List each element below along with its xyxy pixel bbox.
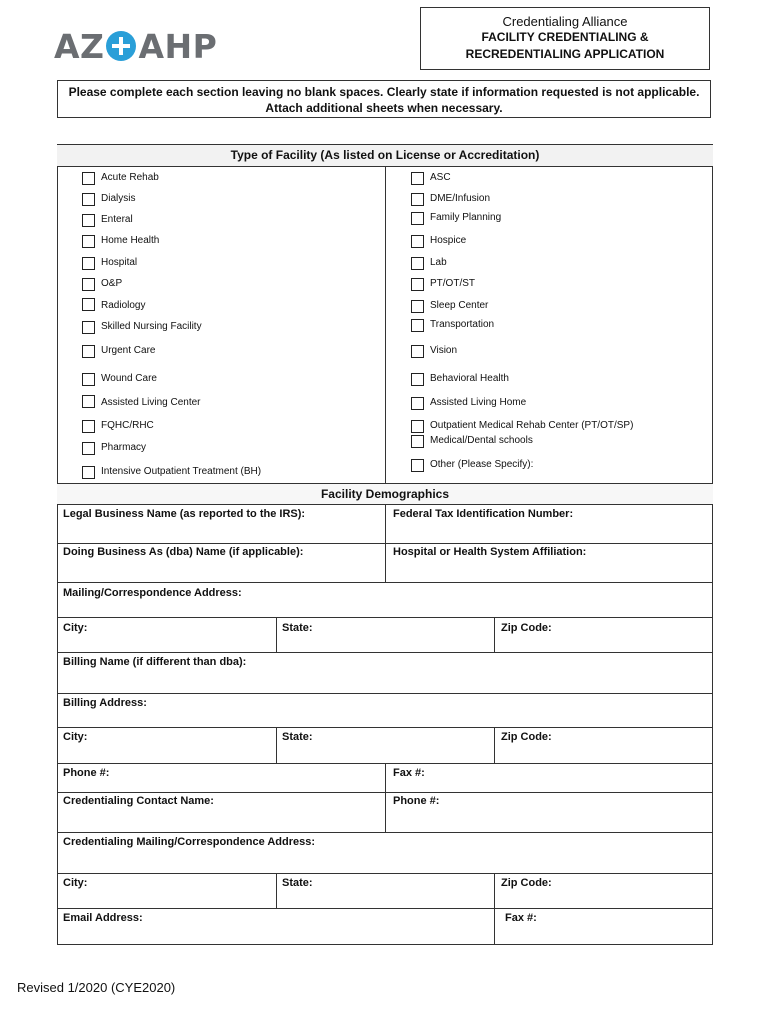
facility-type-label: Behavioral Health <box>430 373 509 384</box>
az-ahp-logo <box>54 28 217 64</box>
billing-address-label: Billing Address: <box>63 697 147 709</box>
facility-type-label: Radiology <box>101 300 146 311</box>
phone-label: Phone #: <box>63 767 110 779</box>
divider <box>57 543 713 544</box>
mailing-address-label: Mailing/Correspondence Address: <box>63 587 242 599</box>
facility-type-checkbox[interactable] <box>411 212 424 225</box>
city-label: City: <box>63 877 88 889</box>
facility-type-checkbox[interactable] <box>411 300 424 313</box>
logo-left-text: AZ <box>54 26 105 66</box>
facility-type-label: ASC <box>430 172 451 183</box>
facility-type-checkbox[interactable] <box>411 397 424 410</box>
dba-label: Doing Business As (dba) Name (if applicable): <box>63 546 304 558</box>
facility-type-checkbox[interactable] <box>82 257 95 270</box>
divider <box>57 652 713 653</box>
facility-type-checkbox[interactable] <box>82 395 95 408</box>
tax-id-label: Federal Tax Identification Number: <box>393 508 574 520</box>
facility-type-label: Home Health <box>101 235 160 246</box>
form-title-box <box>420 7 710 70</box>
facility-type-label: Skilled Nursing Facility <box>101 321 202 332</box>
billing-name-label: Billing Name (if different than dba): <box>63 656 247 668</box>
org-name: Credentialing Alliance <box>502 14 628 29</box>
facility-type-label: Lab <box>430 257 447 268</box>
divider <box>57 908 713 909</box>
facility-type-label: Family Planning <box>430 212 502 223</box>
facility-type-checkbox[interactable] <box>82 373 95 386</box>
revision-note: Revised 1/2020 (CYE2020) <box>17 980 176 995</box>
facility-type-label: O&P <box>101 278 123 289</box>
divider <box>57 727 713 728</box>
fax-label: Fax #: <box>393 767 425 779</box>
facility-type-label: FQHC/RHC <box>101 420 154 431</box>
facility-type-checkbox[interactable] <box>411 345 424 358</box>
facility-type-checkbox[interactable] <box>82 172 95 185</box>
facility-type-checkbox[interactable] <box>82 193 95 206</box>
facility-type-label: DME/Infusion <box>430 193 491 204</box>
instructions-line1: Please complete each section leaving no blank spaces. Clearly state if information requested is not applicable. <box>68 85 700 99</box>
divider <box>57 832 713 833</box>
facility-type-checkbox[interactable] <box>411 235 424 248</box>
facility-type-checkbox[interactable] <box>82 321 95 334</box>
facility-type-label: Assisted Living Home <box>430 397 527 408</box>
form-title-line2: RECREDENTIALING APPLICATION <box>465 47 665 61</box>
column-divider <box>385 166 386 483</box>
facility-type-checkbox[interactable] <box>82 345 95 358</box>
facility-type-checkbox[interactable] <box>82 214 95 227</box>
divider <box>57 617 713 618</box>
column-divider <box>276 617 277 652</box>
affiliation-label: Hospital or Health System Affiliation: <box>393 546 587 558</box>
logo-plus-icon <box>106 31 136 61</box>
facility-type-checkbox[interactable] <box>411 435 424 448</box>
column-divider <box>276 727 277 763</box>
facility-type-label: Vision <box>430 345 458 356</box>
facility-type-label: Transportation <box>430 319 495 330</box>
state-label: State: <box>282 622 313 634</box>
column-divider <box>385 763 386 832</box>
facility-type-label: Wound Care <box>101 373 157 384</box>
facility-type-label: Intensive Outpatient Treatment (BH) <box>101 466 262 477</box>
facility-type-label: Other (Please Specify): <box>430 459 534 470</box>
facility-type-label: Medical/Dental schools <box>430 435 533 446</box>
facility-type-checkbox[interactable] <box>411 278 424 291</box>
facility-type-checkbox[interactable] <box>82 235 95 248</box>
facility-type-checkbox[interactable] <box>82 278 95 291</box>
facility-type-label: Hospice <box>430 235 467 246</box>
city-label: City: <box>63 622 88 634</box>
facility-type-label: Urgent Care <box>101 345 156 356</box>
credentialing-mailing-label: Credentialing Mailing/Correspondence Address: <box>63 836 316 848</box>
divider <box>57 873 713 874</box>
credentialing-contact-label: Credentialing Contact Name: <box>63 795 214 807</box>
facility-type-label: PT/OT/ST <box>430 278 475 289</box>
email-fax-label: Fax #: <box>505 912 537 924</box>
column-divider <box>494 873 495 908</box>
facility-type-checkbox[interactable] <box>82 420 95 433</box>
facility-type-label: Enteral <box>101 214 133 225</box>
email-label: Email Address: <box>63 912 143 924</box>
facility-type-heading: Type of Facility (As listed on License or Accreditation) <box>57 145 713 166</box>
legal-name-label: Legal Business Name (as reported to the IRS): <box>63 508 306 520</box>
facility-type-label: Sleep Center <box>430 300 489 311</box>
instructions-line2: Attach additional sheets when necessary. <box>265 101 503 115</box>
form-title-line1: FACILITY CREDENTIALING & <box>481 30 649 44</box>
facility-type-label: Pharmacy <box>101 442 147 453</box>
divider <box>57 792 713 793</box>
logo-right-text: AHP <box>138 26 218 66</box>
facility-type-checkbox[interactable] <box>411 172 424 185</box>
facility-type-checkbox[interactable] <box>411 459 424 472</box>
state-label: State: <box>282 731 313 743</box>
column-divider <box>494 617 495 652</box>
facility-type-label: Hospital <box>101 257 138 268</box>
zip-label: Zip Code: <box>501 877 552 889</box>
demographics-heading: Facility Demographics <box>57 484 713 504</box>
contact-phone-label: Phone #: <box>393 795 440 807</box>
column-divider <box>494 727 495 763</box>
column-divider <box>494 908 495 944</box>
city-label: City: <box>63 731 88 743</box>
facility-type-label: Outpatient Medical Rehab Center (PT/OT/SP) <box>430 420 634 431</box>
divider <box>57 693 713 694</box>
zip-label: Zip Code: <box>501 731 552 743</box>
facility-type-checkbox[interactable] <box>82 466 95 479</box>
facility-type-checkbox[interactable] <box>411 257 424 270</box>
facility-type-label: Dialysis <box>101 193 136 204</box>
facility-type-label: Acute Rehab <box>101 172 159 183</box>
divider <box>57 582 713 583</box>
facility-type-label: Assisted Living Center <box>101 397 201 408</box>
facility-type-checkbox[interactable] <box>411 193 424 206</box>
facility-type-checkbox[interactable] <box>411 373 424 386</box>
facility-type-checkbox[interactable] <box>411 420 424 433</box>
instructions-box <box>57 80 711 118</box>
facility-type-checkbox[interactable] <box>411 319 424 332</box>
zip-label: Zip Code: <box>501 622 552 634</box>
column-divider <box>276 873 277 908</box>
facility-type-checkbox[interactable] <box>82 298 95 311</box>
state-label: State: <box>282 877 313 889</box>
facility-type-checkbox[interactable] <box>82 442 95 455</box>
